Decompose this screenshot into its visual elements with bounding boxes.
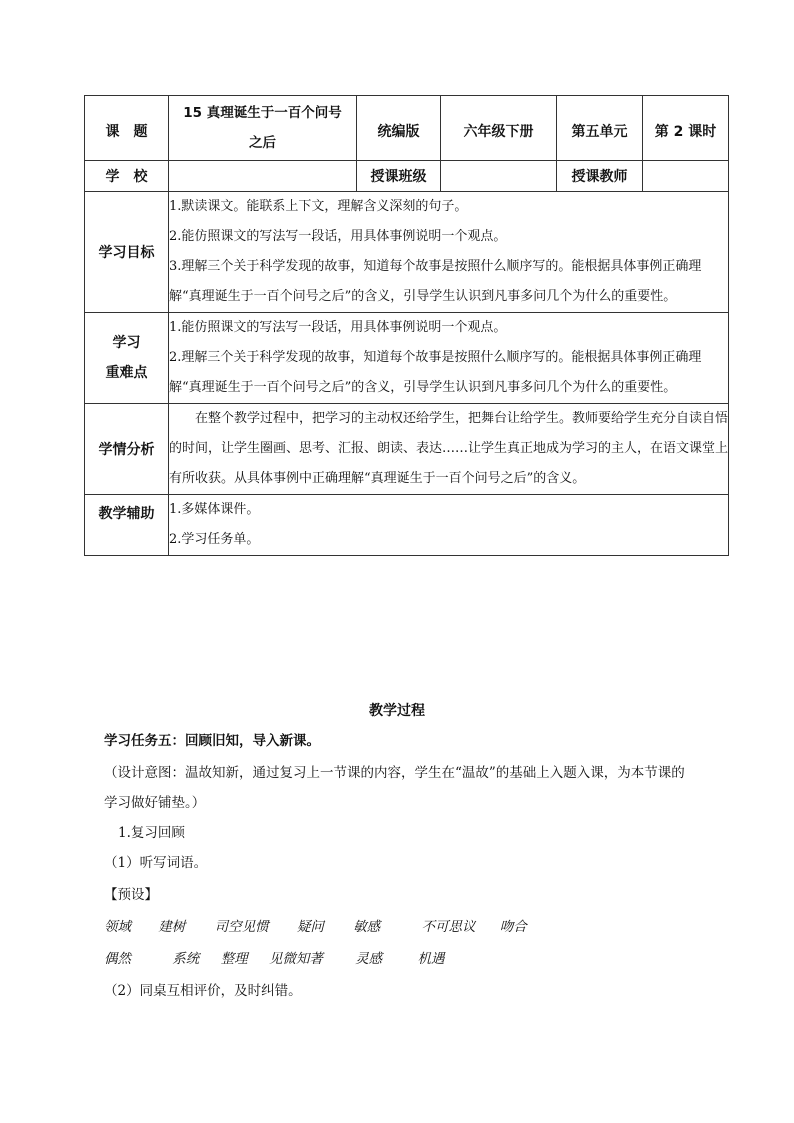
class-value [441, 161, 557, 192]
table-row [85, 495, 729, 556]
key-points-label-line1: 学习 [112, 335, 141, 351]
key-points-label-line2: 重难点 [105, 365, 148, 381]
sub-step-peer-review: （2）同桌互相评价，及时纠错。 [104, 983, 302, 999]
key-point-item: 2.理解三个关于科学发现的故事，知道每个故事是按照什么顺序写的。能根据具体事例正确理解“真理诞生于一百个问号之后”的含义，引导学生认识到凡事多问几个为什么的重要性。 [169, 350, 702, 395]
table-row [85, 404, 729, 495]
vocab-word: 司空见惯 [214, 919, 269, 935]
design-intent-line2: 学习做好铺垫。） [104, 795, 206, 811]
vocab-word: 建树 [158, 919, 186, 935]
goal-item: 3.理解三个关于科学发现的故事，知道每个故事是按照什么顺序写的。能根据具体事例正确理解“真理诞生于一百个问号之后”的含义，引导学生认识到凡事多问几个为什么的重要性。 [169, 259, 702, 304]
table-row [85, 96, 729, 161]
grade: 六年级下册 [441, 96, 557, 161]
goals-label: 学习目标 [85, 192, 169, 313]
vocab-word: 偶然 [104, 951, 131, 967]
vocab-word: 疑问 [296, 919, 324, 935]
step-review: 1.复习回顾 [118, 825, 185, 841]
analysis-label: 学情分析 [85, 404, 169, 495]
preset-label: 【预设】 [104, 887, 158, 903]
table-row [85, 161, 729, 192]
goal-item: 1.默读课文。能联系上下文，理解含义深刻的句子。 [169, 199, 468, 214]
class-label: 授课班级 [357, 161, 441, 192]
sub-step-dictation: （1）听写词语。 [104, 855, 208, 871]
goals-content [169, 192, 729, 313]
lesson-title: 15 真理诞生于一百个问号之后 [169, 96, 357, 161]
vocab-word: 吻合 [499, 919, 527, 935]
vocab-word: 领域 [104, 919, 131, 935]
process-title: 教学过程 [369, 703, 425, 719]
period: 第 2 课时 [643, 96, 729, 161]
vocab-word: 灵感 [355, 951, 383, 967]
vocab-word: 机遇 [417, 951, 445, 967]
vocab-row-1 [104, 912, 734, 942]
task-heading: 学习任务五：回顾旧知，导入新课。 [104, 733, 320, 749]
teacher-value [643, 161, 729, 192]
vocab-word: 不可思议 [421, 919, 476, 935]
aid-item: 2.学习任务单。 [169, 532, 260, 547]
vocab-word: 见微知著 [268, 951, 323, 967]
vocab-word: 整理 [220, 951, 248, 967]
table-row [85, 313, 729, 404]
teacher-label: 授课教师 [557, 161, 643, 192]
design-intent-line1: （设计意图：温故知新，通过复习上一节课的内容，学生在“温故”的基础上入题入课，为本节课的 [104, 765, 685, 781]
lesson-plan-table [84, 95, 729, 556]
key-points-label [85, 313, 169, 404]
key-points-content [169, 313, 729, 404]
lesson-label: 课 题 [85, 96, 169, 161]
school-value [169, 161, 357, 192]
vocab-word: 敏感 [353, 919, 381, 935]
analysis-content [169, 404, 729, 495]
aids-content [169, 495, 729, 556]
table-row [85, 192, 729, 313]
school-label: 学 校 [85, 161, 169, 192]
vocab-row-2 [104, 944, 734, 974]
key-point-item: 1.能仿照课文的写法写一段话，用具体事例说明一个观点。 [169, 320, 507, 335]
vocab-word: 系统 [172, 951, 200, 967]
aid-item: 1.多媒体课件。 [169, 502, 260, 517]
goal-item: 2.能仿照课文的写法写一段话，用具体事例说明一个观点。 [169, 229, 507, 244]
aids-label: 教学辅助 [85, 495, 169, 556]
unit: 第五单元 [557, 96, 643, 161]
analysis-text: 在整个教学过程中，把学习的主动权还给学生，把舞台让给学生。教师要给学生充分自读自悟的时间，让学生圈画、思考、汇报、朗读、表达……让学生真正地成为学习的主人，在语文课堂上有所收获。从具体事例中正确理解“真理诞生于一百个问号之后”的含义。 [169, 411, 729, 486]
edition: 统编版 [357, 96, 441, 161]
